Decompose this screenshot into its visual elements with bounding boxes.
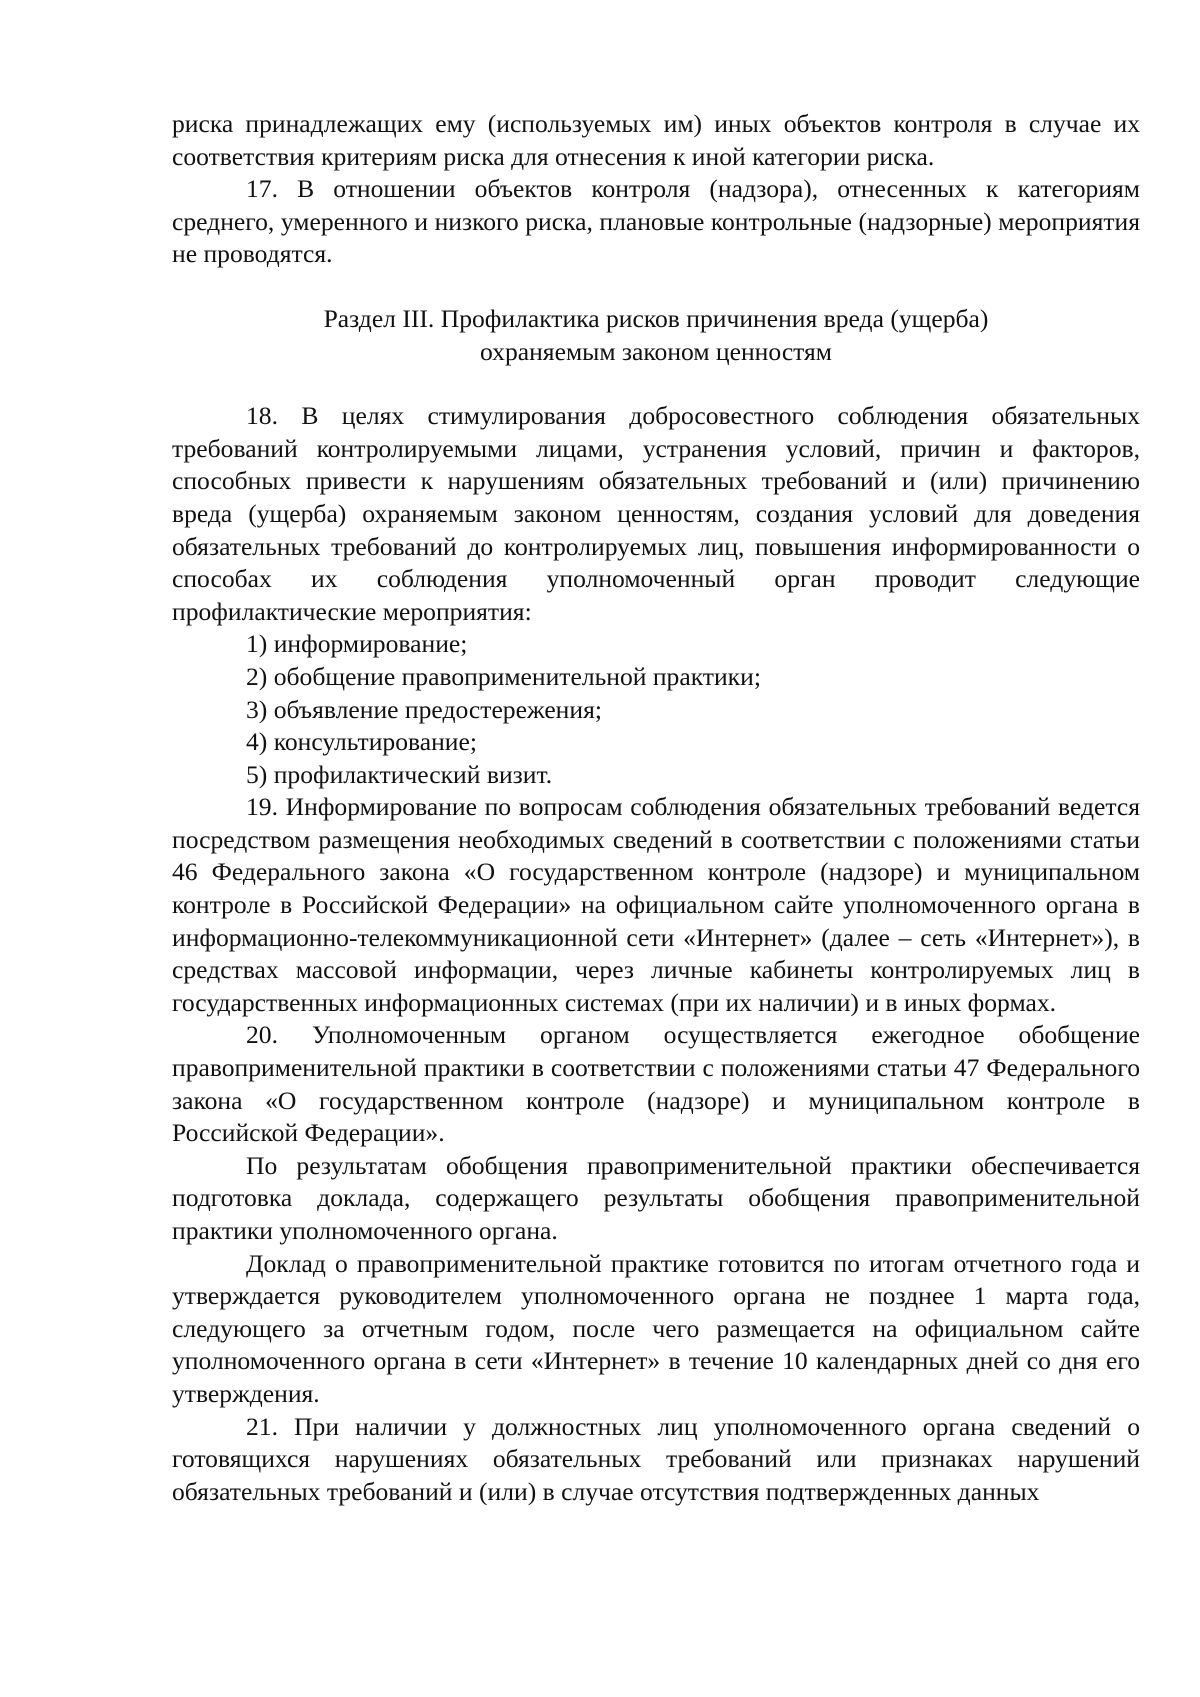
paragraph-18: 18. В целях стимулирования добросовестного соблюдения обязательных требований контролируемыми лицами, устранения условий, причин и факторов, способных привести к нарушениям обязательных требований и (или) причинению вреда (ущерба) охраняемым законом ценностям, создания условий для доведения обязательных требований до контролируемых лиц, повышения информированности о способах их соблюдения уполномоченный орган проводит следующие профилактические мероприятия: xyxy=(172,401,1140,626)
list-item: 2) обобщение правоприменительной практики; xyxy=(246,661,761,691)
paragraph-20: 20. Уполномоченным органом осуществляется ежегодное обобщение правоприменительной практики в соответствии с положениями статьи 47 Федерального закона «О государственном контроле (надзоре) и муниципальном контроле в Российской Федерации». xyxy=(172,1020,1140,1148)
section-heading-line-1: Раздел III. Профилактика рисков причинения вреда (ущерба) xyxy=(323,303,989,333)
list-item: 4) консультирование; xyxy=(246,727,477,757)
paragraph-20-report: Доклад о правоприменительной практике готовится по итогам отчетного года и утверждается руководителем уполномоченного органа не позднее 1 марта года, следующего за отчетным годом, после чего размещается на официальном сайте уполномоченного органа в сети «Интернет» в течение 10 календарных дней со дня его утверждения. xyxy=(172,1248,1140,1408)
paragraph-19: 19. Информирование по вопросам соблюдения обязательных требований ведется посредством размещения необходимых сведений в соответствии с положениями статьи 46 Федерального закона «О государственном контроле (надзоре) и муниципальном контроле в Российской Федерации» на официальном сайте уполномоченного органа в информационно-телекоммуникационной сети «Интернет» (далее – сеть «Интернет»), в средствах массовой информации, через личные кабинеты контролируемых лиц в государственных информационных системах (при их наличии) и в иных формах. xyxy=(172,792,1140,1017)
paragraph-17: 17. В отношении объектов контроля (надзора), отнесенных к категориям среднего, умеренного и низкого риска, плановые контрольные (надзорные) мероприятия не проводятся. xyxy=(172,174,1140,269)
list-item: 5) профилактический визит. xyxy=(246,759,553,789)
paragraph-20-results: По результатам обобщения правоприменительной практики обеспечивается подготовка доклада, содержащего результаты обобщения правоприменительной практики уполномоченного органа. xyxy=(172,1150,1140,1245)
paragraph-21: 21. При наличии у должностных лиц уполномоченного органа сведений о готовящихся нарушениях обязательных требований или признаках нарушений обязательных требований и (или) в случае отсутствия подтвержденных данных xyxy=(172,1411,1140,1506)
list-item: 1) информирование; xyxy=(246,629,468,659)
paragraph-continuation: риска принадлежащих ему (используемых им) иных объектов контроля в случае их соответствия критериям риска для отнесения к иной категории риска. xyxy=(172,109,1140,171)
document-page xyxy=(172,108,1140,1508)
list-item: 3) объявление предостережения; xyxy=(246,694,602,724)
section-heading xyxy=(172,303,1140,368)
section-heading-line-2: охраняемым законом ценностям xyxy=(480,336,832,366)
